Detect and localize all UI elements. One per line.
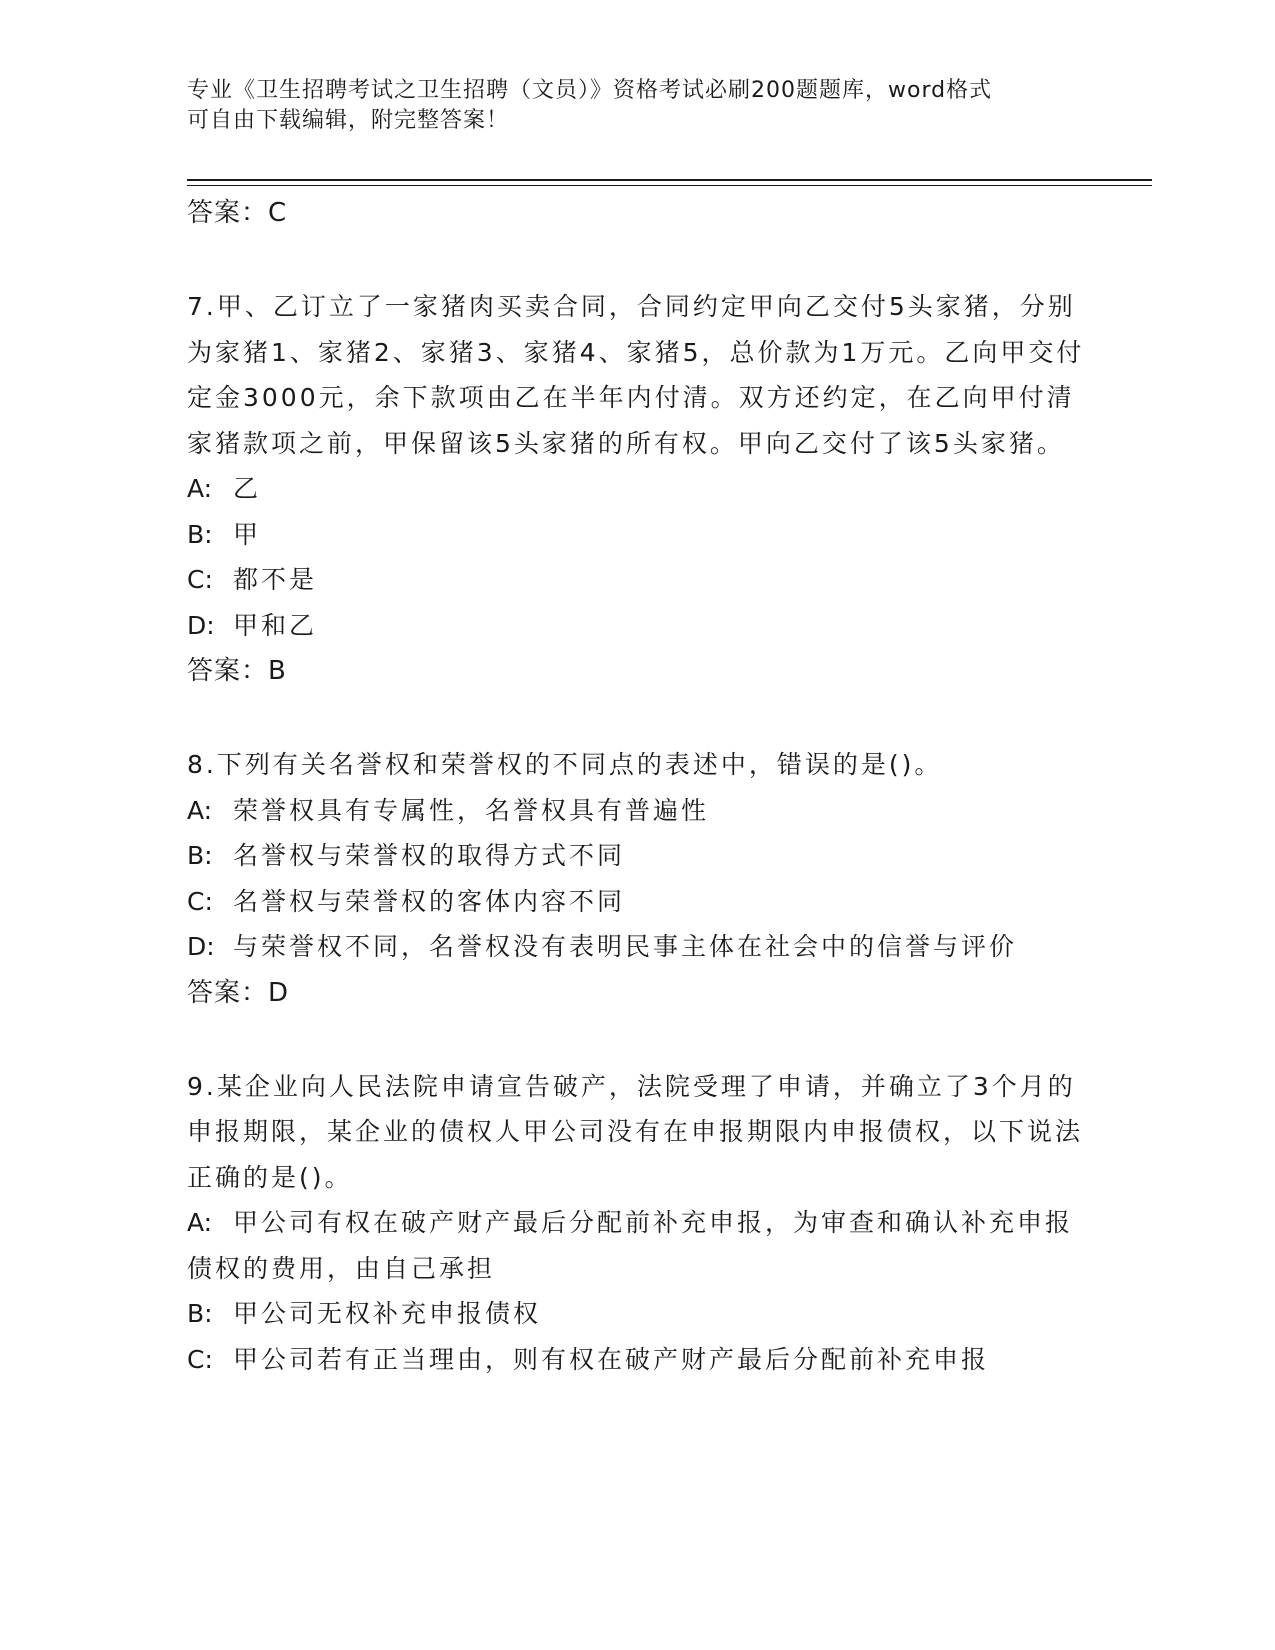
option-text: 名誉权与荣誉权的客体内容不同 <box>233 886 626 916</box>
question-7 <box>187 284 1087 694</box>
header-divider-thick <box>187 179 1152 181</box>
option-d <box>187 603 1087 649</box>
option-c <box>187 557 1087 603</box>
spacer <box>187 694 1087 742</box>
question-answer: 答案：B <box>187 656 287 686</box>
option-letter: C: <box>187 886 213 916</box>
option-text: 荣誉权具有专属性，名誉权具有普遍性 <box>233 795 710 825</box>
question-8 <box>187 742 1087 1016</box>
option-b <box>187 1291 1087 1337</box>
question-9 <box>187 1064 1087 1383</box>
option-text: 乙 <box>233 474 262 503</box>
option-letter: A: <box>187 795 213 825</box>
option-text: 与荣誉权不同，名誉权没有表明民事主体在社会中的信誉与评价 <box>233 932 1018 961</box>
option-letter: B: <box>187 1299 213 1328</box>
previous-answer: 答案：C <box>187 198 288 228</box>
option-letter: D: <box>187 932 215 961</box>
option-d <box>187 924 1087 970</box>
option-text: 甲公司无权补充申报债权 <box>233 1299 542 1328</box>
option-a <box>187 466 1087 512</box>
spacer <box>187 236 1087 284</box>
option-a <box>187 1200 1087 1291</box>
option-text: 甲和乙 <box>233 610 318 640</box>
question-list <box>187 190 1087 1382</box>
option-text: 名誉权与荣誉权的取得方式不同 <box>233 841 626 870</box>
option-letter: D: <box>187 610 215 640</box>
option-text: 甲公司若有正当理由，则有权在破产财产最后分配前补充申报 <box>233 1344 990 1374</box>
option-letter: C: <box>187 1344 213 1374</box>
question-answer: 答案：D <box>187 977 290 1008</box>
question-stem: 7.甲、乙订立了一家猪肉买卖合同，合同约定甲向乙交付5头家猪，分别为家猪1、家猪2、家猪3、家猪4、家猪5，总价款为1万元。乙向甲交付定金3000元，余下款项由乙在半年内付清。双方还约定，在乙向甲付清家猪款项之前，甲保留该5头家猪的所有权。甲向乙交付了该5头家猪。 <box>187 292 1085 458</box>
header-line-1: 专业《卫生招聘考试之卫生招聘（文员）》资格考试必刷200题题库，word格式 <box>187 78 993 103</box>
option-letter: B: <box>187 841 213 870</box>
header-line-2: 可自由下载编辑，附完整答案！ <box>187 108 510 133</box>
header-divider-thin <box>187 185 1152 186</box>
option-letter: A: <box>187 1208 213 1237</box>
question-stem: 8.下列有关名誉权和荣誉权的不同点的表述中，错误的是()。 <box>187 750 943 779</box>
option-letter: C: <box>187 565 213 594</box>
option-text: 甲 <box>233 519 262 549</box>
option-a <box>187 788 1087 834</box>
document-header <box>187 76 1067 136</box>
question-stem: 9.某企业向人民法院申请宣告破产，法院受理了申请，并确立了3个月的申报期限，某企业的债权人甲公司没有在申报期限内申报债权，以下说法正确的是()。 <box>187 1071 1084 1192</box>
option-b <box>187 512 1087 558</box>
option-c <box>187 879 1087 925</box>
option-letter: A: <box>187 474 213 503</box>
option-letter: B: <box>187 519 213 549</box>
option-c <box>187 1337 1087 1383</box>
option-text: 都不是 <box>233 565 318 594</box>
option-b <box>187 833 1087 879</box>
spacer <box>187 1016 1087 1064</box>
option-text: 甲公司有权在破产财产最后分配前补充申报，为审查和确认补充申报债权的费用，由自己承担 <box>187 1208 1074 1283</box>
